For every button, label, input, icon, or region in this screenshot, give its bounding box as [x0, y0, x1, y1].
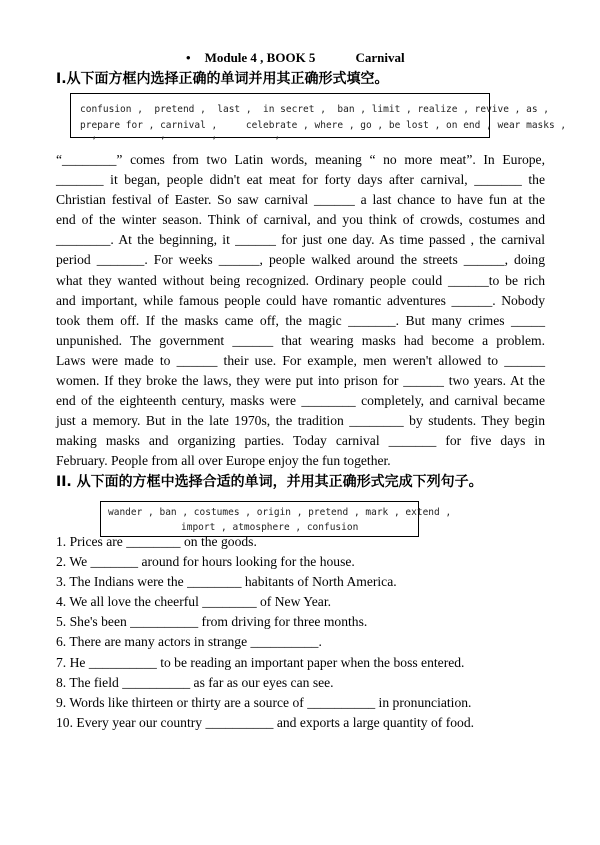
sentence-item: 4. We all love the cheerful ________ of New Year. [56, 594, 331, 610]
sentence-item: 9. Words like thirteen or thirty are a source of __________ in pronunciation. [56, 694, 472, 710]
section1-heading: I.从下面方框内选择正确的单词并用其正确形式填空。 [56, 71, 389, 87]
passage-line: just a memory. But in the late 1970s, the tradition ________ by students. They begin [56, 413, 545, 429]
passage-line: _______ it began, people didn't eat meat for forty days after carnival, _______ the [56, 172, 545, 188]
sentence-item: 2. We _______ around for hours looking for the house. [56, 554, 355, 570]
word-box-2-line: wander , ban , costumes , origin , pretend , mark , extend , [108, 507, 452, 518]
passage-line: and important, while famous people could have romantic adventures ______. Nobody [56, 292, 545, 308]
passage-line: “________” comes from two Latin words, meaning “ no more meat”. In Europe, [56, 152, 545, 167]
sentence-item: 8. The field __________ as far as our eyes can see. [56, 674, 334, 690]
passage-line: making masks and organizing parties. Today carnival _______ for five days in [56, 433, 545, 449]
passage-line: unpunished. The government ______ that wearing masks had become a problem. [56, 332, 545, 348]
passage-line: Christian festival of Easter. So saw carnival ______ a last chance to have fun at the [56, 192, 545, 208]
passage [56, 150, 545, 472]
passage-line: women. If they broke the laws, they were put into prison for ______ two years. At the [56, 373, 545, 389]
section2-heading: II. 从下面的方框中选择合适的单词，并用其正确形式完成下列句子。 [56, 474, 483, 490]
sentence-item: 10. Every year our country __________ and exports a large quantity of food. [56, 714, 475, 730]
passage-line: what they wanted without being recognized. Ordinary people could ______to be rich [56, 272, 545, 288]
page-title [186, 50, 405, 66]
title-bullet: • [186, 50, 191, 65]
sentence-item: 3. The Indians were the ________ habitants of North America. [56, 574, 397, 590]
sentence-item: 7. He __________ to be reading an important paper when the boss entered. [56, 654, 465, 670]
word-box-1-line: , , , , [80, 130, 281, 141]
passage-line: end of the winter season. Think of carnival, and you think of crowds, costumes and [56, 212, 545, 228]
sentence-list [56, 532, 474, 733]
title-module: Module 4 , BOOK 5 [204, 50, 316, 65]
passage-line: ________. At the beginning, it ______ for just one day. As time passed , the carnival [56, 232, 545, 248]
passage-line: Laws were made to ______ their use. For example, men weren't allowed to ______ [56, 352, 545, 368]
passage-line: period _______. For weeks ______, people walked around the streets ______, doing [56, 252, 545, 268]
passage-line: February. People from all over Europe enjoy the fun together. [56, 453, 391, 469]
word-box-2-line: import , atmosphere , confusion [181, 522, 359, 533]
word-box-1 [70, 93, 567, 141]
sentence-item: 1. Prices are ________ on the goods. [56, 534, 257, 549]
word-box-1-line: confusion , pretend , last , in secret , ban , limit , realize , revive , as , [80, 104, 549, 115]
word-box-1-line: prepare for , carnival , celebrate , where , go , be lost , on end , wear masks , [80, 120, 567, 131]
sentence-item: 6. There are many actors in strange __________. [56, 634, 322, 650]
passage-line: end of the eighteenth century, masks were ________ completely, and carnival became [56, 393, 545, 409]
title-topic: Carnival [355, 50, 405, 65]
sentence-item: 5. She's been __________ from driving for three months. [56, 614, 368, 630]
passage-line: took them off. If the masks came off, the magic _______. But many crimes _____ [56, 312, 545, 328]
